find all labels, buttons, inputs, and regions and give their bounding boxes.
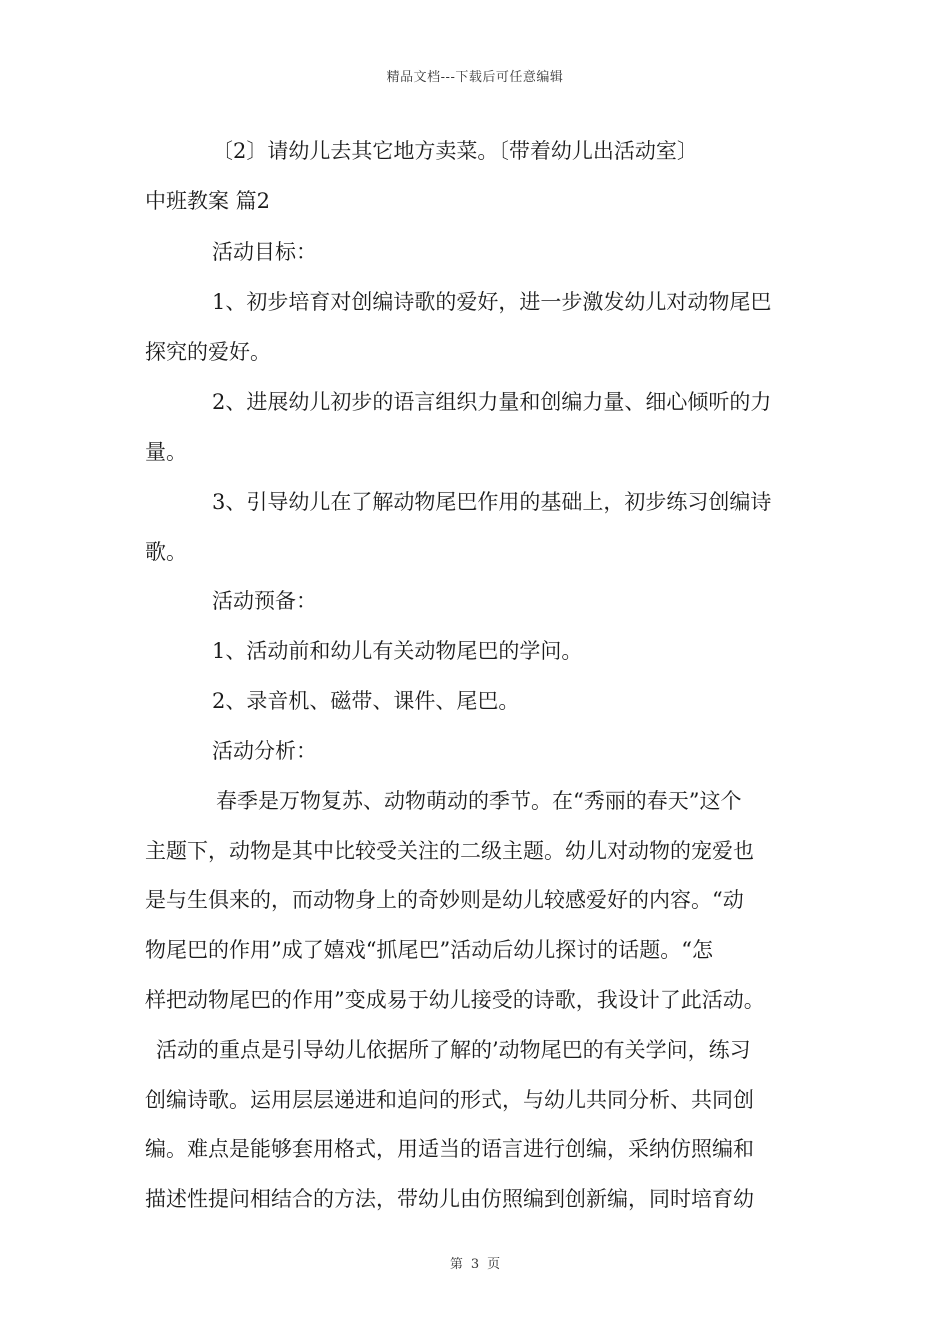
text-line: 量。 [145, 440, 187, 464]
text-line: 春季是万物复苏、动物萌动的季节。在“秀丽的春天”这个 [216, 789, 742, 813]
page-number: 3 [470, 1257, 480, 1272]
text-line: 活动的重点是引导幼儿依据所了解的’动物尾巴的有关学问，练习 [156, 1038, 751, 1062]
text-line: 2、录音机、磁带、课件、尾巴。 [212, 689, 520, 713]
text-line: 是与生俱来的，而动物身上的奇妙则是幼儿较感爱好的内容。“动 [145, 888, 744, 912]
page-header: 精品文档---下载后可任意编辑 [386, 70, 564, 85]
text-line: 3、引导幼儿在了解动物尾巴作用的基础上，初步练习创编诗 [212, 490, 772, 514]
subheading: 活动分析： [212, 739, 317, 763]
text-line: 〔2〕请幼儿去其它地方卖菜。〔带着幼儿出活动室〕 [212, 139, 698, 163]
text-line: 物尾巴的作用”成了嬉戏“抓尾巴”活动后幼儿探讨的话题。“怎 [145, 938, 713, 962]
text-line: 样把动物尾巴的作用”变成易于幼儿接受的诗歌，我设计了此活动。 [145, 988, 765, 1012]
subheading: 活动目标： [212, 240, 317, 264]
text-line: 1、活动前和幼儿有关动物尾巴的学问。 [212, 639, 583, 663]
text-line: 2、进展幼儿初步的语言组织力量和创编力量、细心倾听的力 [212, 390, 772, 414]
text-line: 编。难点是能够套用格式，用适当的语言进行创编，采纳仿照编和 [145, 1137, 754, 1161]
text-line: 主题下，动物是其中比较受关注的二级主题。幼儿对动物的宠爱也 [145, 839, 754, 863]
subheading: 活动预备： [212, 589, 317, 613]
text-line: 创编诗歌。运用层层递进和追问的形式，与幼儿共同分析、共同创 [145, 1088, 754, 1112]
text-line: 描述性提问相结合的方法，带幼儿由仿照编到创新编，同时培育幼 [145, 1187, 754, 1211]
text-line: 探究的爱好。 [145, 340, 271, 364]
page-number-suffix: 页 [487, 1257, 501, 1272]
text-line: 歌。 [145, 540, 187, 564]
page-footer [0, 1253, 950, 1272]
section-title: 中班教案 篇2 [145, 189, 271, 213]
text-line: 1、初步培育对创编诗歌的爱好，进一步激发幼儿对动物尾巴 [212, 290, 772, 314]
page-number-prefix: 第 [449, 1257, 463, 1272]
